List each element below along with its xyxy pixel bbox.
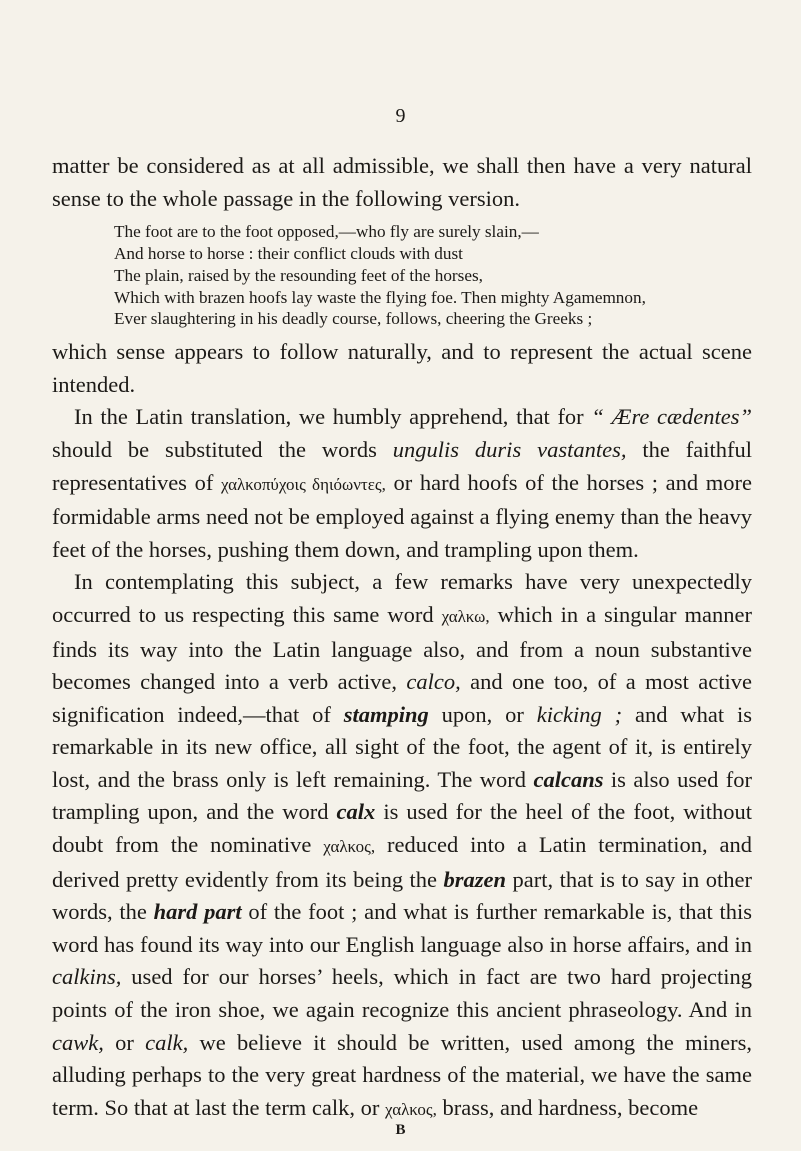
latin-translation-paragraph: In the Latin translation, we humbly apprehend, that for “ Ære cædentes” should be substituted the words ungulis duris vastantes, the faithful representatives of χαλκοπύχοις δηιόωντες, or hard hoofs of the horses ; and more formidable arms need not be employed against a flying enemy than the heavy feet of the horses, pushing them down, and trampling upon them. [52,404,752,562]
after-verse-paragraph: which sense appears to follow naturally, and to represent the actual scene intended. [52,339,752,397]
emphasis: kicking ; [536,701,623,727]
emphasis: cawk, [52,1029,104,1055]
greek-word: χαλκος, [385,1099,437,1119]
emphasis: calk, [145,1029,189,1055]
emphasis: calcans [533,766,604,792]
emphasis: ungulis duris vastantes, [392,436,627,462]
emphasis: stamping [343,701,429,727]
emphasis: calx [336,799,376,825]
verse-line: Which with brazen hoofs lay waste the flying foe. Then mighty Agamemnon, [114,287,646,307]
verse-line: Ever slaughtering in his deadly course, follows, cheering the Greeks ; [114,309,593,329]
verse-line: The foot are to the foot opposed,—who fly are surely slain,— [114,222,539,242]
page-body [52,150,752,1126]
emphasis: “ Ære cædentes” [591,404,752,430]
emphasis: calkins, [52,964,122,990]
emphasis: calco, [406,669,461,695]
greek-word: χαλκω, [441,606,490,626]
verse-line: And horse to horse : their conflict clouds with dust [114,243,463,263]
emphasis: brazen [443,866,507,892]
signature-mark: B [395,1122,406,1138]
greek-word: χαλκοπύχοις δηιόωντες, [220,474,386,494]
greek-word: χαλκος, [323,837,376,857]
intro-paragraph: matter be considered as at all admissible, we shall then have a very natural sense to the whole passage in the following version. [52,153,752,211]
contemplation-paragraph: In contemplating this subject, a few remarks have very unexpectedly occurred to us respecting this same word χαλκω, which in a singular manner finds its way into the Latin language also, and from a noun substantive becomes changed into a verb active, calco, and one too, of a most active signification indeed,—that of stamping upon, or kicking ; and what is remarkable in its new office, all sight of the foot, the agent of it, is entirely lost, and the brass only is left remaining. The word calcans is also used for trampling upon, and the word calx is used for the heel of the foot, without doubt from the nominative χαλκος, reduced into a Latin termination, and derived pretty evidently from its being the brazen part, that is to say in other words, the hard part of the foot ; and what is further remarkable is, that this word has found its way into our English language also in horse affairs, and in calkins, used for our horses’ heels, which in fact are two hard projecting points of the iron shoe, we again recognize this ancient phraseology. And in cawk, or calk, we believe it should be written, used among the miners, alluding perhaps to the very great hardness of the material, we have the same term. So that at last the term calk, or χαλκος, brass, and hardness, become [52,569,753,1120]
verse-line: The plain, raised by the resounding feet of the horses, [114,265,483,285]
page-number: 9 [395,105,406,127]
emphasis: hard part [153,899,242,925]
verse-block [114,221,752,330]
